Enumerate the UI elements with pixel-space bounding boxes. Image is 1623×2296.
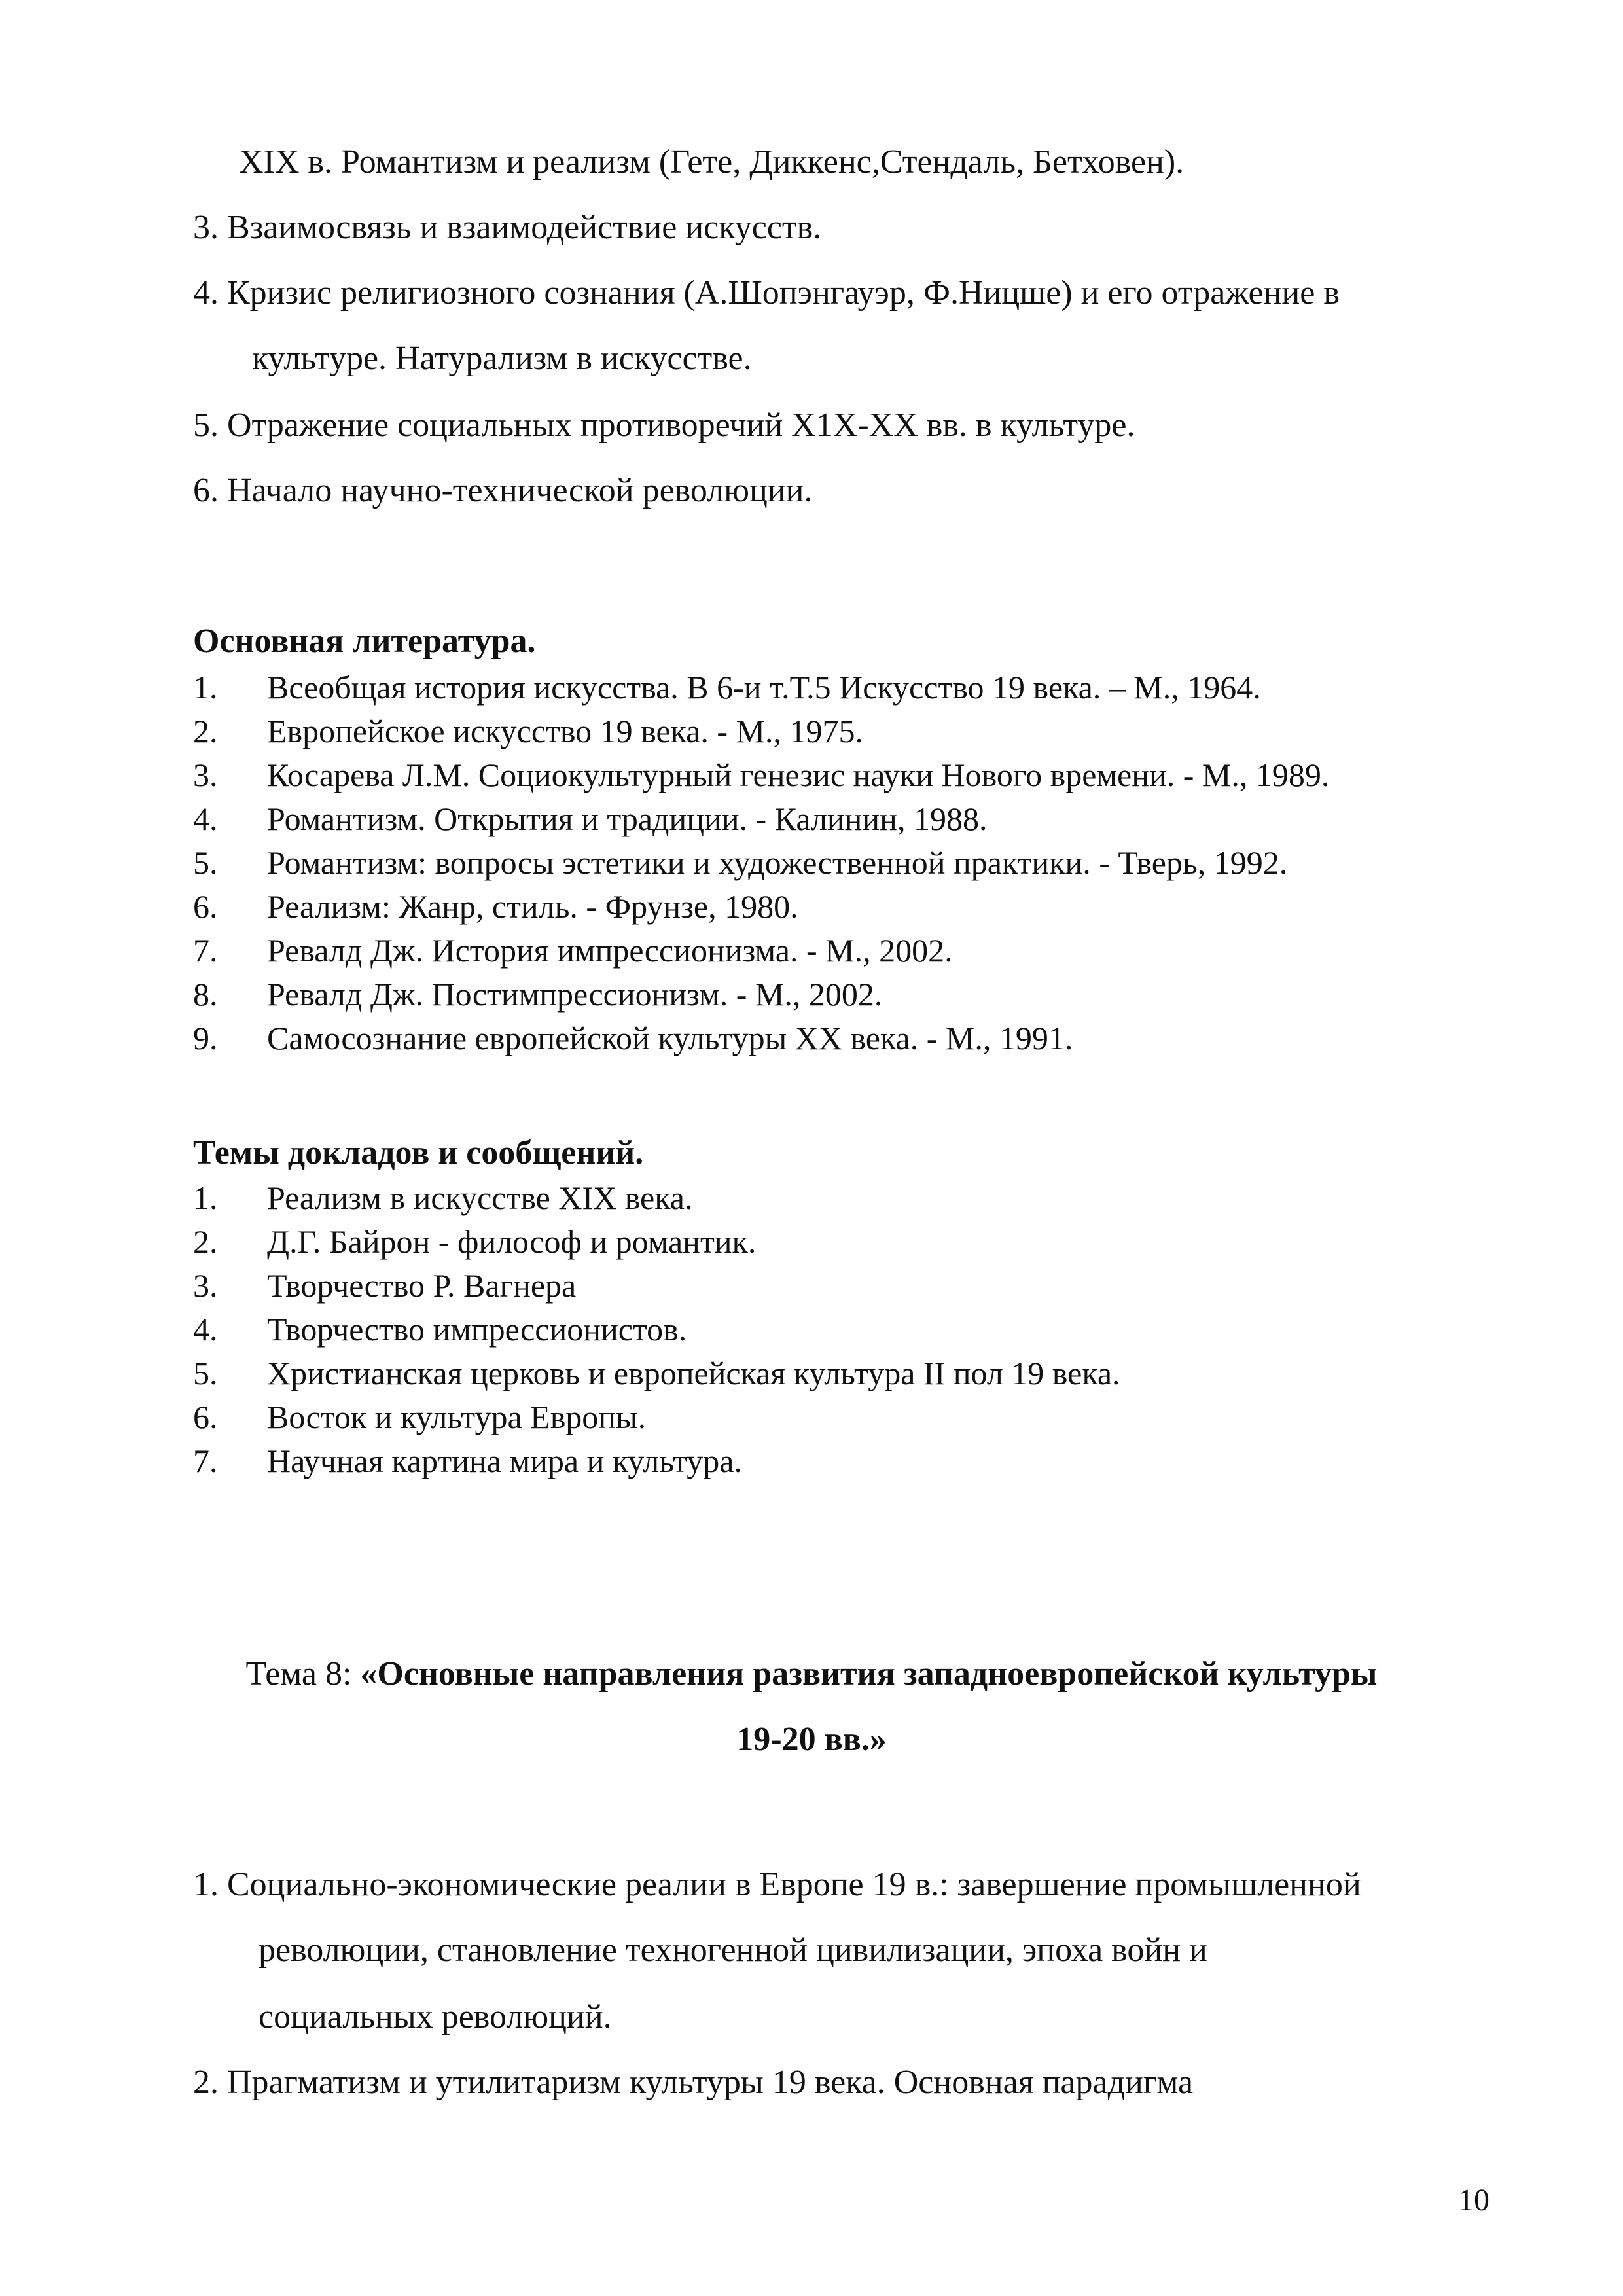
topic-title: «Основные направления развития западноевропейской культуры — [360, 1655, 1378, 1693]
literature-item-number: 5. — [193, 844, 218, 881]
literature-item-text: Реализм: Жанр, стиль. - Фрунзе, 1980. — [267, 888, 798, 925]
literature-item-text: Европейское искусство 19 века. - М., 1975. — [267, 713, 863, 749]
literature-item-number: 8. — [193, 976, 218, 1013]
report-item-text: Научная картина мира и культура. — [267, 1443, 742, 1479]
report-item-number: 7. — [193, 1443, 218, 1479]
report-item-number: 2. — [193, 1223, 218, 1260]
reports-heading: Темы докладов и сообщений. — [193, 1134, 644, 1172]
report-item-number: 5. — [193, 1355, 218, 1391]
intro-line-1: XIX в. Романтизм и реализм (Гете, Диккенс,Стендаль, Бетховен). — [239, 143, 1185, 181]
page-number: 10 — [1458, 2183, 1489, 2217]
literature-item-text: Ревалд Дж. Постимпрессионизм. - М., 2002. — [267, 976, 883, 1013]
report-item-text: Восток и культура Европы. — [267, 1399, 647, 1435]
literature-item-text: Романтизм: вопросы эстетики и художественной практики. - Тверь, 1992. — [267, 844, 1288, 881]
literature-item-number: 1. — [193, 669, 218, 706]
intro-line-4: культуре. Натурализм в искусстве. — [252, 340, 752, 377]
intro-line-2: 3. Взаимосвязь и взаимодействие искусств. — [193, 209, 822, 246]
literature-item-number: 3. — [193, 757, 218, 793]
literature-item-text: Самосознание европейской культуры XX века. - М., 1991. — [267, 1020, 1073, 1056]
report-item-number: 6. — [193, 1399, 218, 1435]
literature-item-number: 7. — [193, 932, 218, 969]
literature-item-number: 9. — [193, 1020, 218, 1056]
report-item-text: Христианская церковь и европейская культура II пол 19 века. — [267, 1355, 1120, 1391]
literature-item-text: Косарева Л.М. Социокультурный генезис науки Нового времени. - М., 1989. — [267, 757, 1330, 793]
literature-heading: Основная литература. — [193, 622, 536, 660]
literature-item-text: Ревалд Дж. История импрессионизма. - М., 2002. — [267, 932, 953, 969]
report-item-text: Реализм в искусстве XIX века. — [267, 1179, 693, 1216]
intro-line-6: 6. Начало научно-технической революции. — [193, 472, 813, 509]
topic-line-4: 2. Прагматизм и утилитаризм культуры 19 века. Основная парадигма — [193, 2064, 1194, 2101]
intro-line-3: 4. Кризис религиозного сознания (А.Шопэнгауэр, Ф.Ницше) и его отражение в — [193, 274, 1340, 312]
topic-line-2: революции, становление техногенной цивилизации, эпоха войн и — [259, 1931, 1207, 1969]
report-item-number: 4. — [193, 1311, 218, 1348]
literature-item-number: 6. — [193, 888, 218, 925]
literature-item-number: 4. — [193, 800, 218, 837]
report-item-number: 3. — [193, 1267, 218, 1304]
topic-title-line-2: 19-20 вв.» — [736, 1721, 887, 1758]
literature-item-text: Всеобщая история искусства. В 6-и т.Т.5 Искусство 19 века. – М., 1964. — [267, 669, 1261, 706]
topic-line-1: 1. Социально-экономические реалии в Европе 19 в.: завершение промышленной — [193, 1866, 1361, 1903]
topic-line-3: социальных революций. — [259, 1998, 612, 2036]
topic-prefix: Тема 8: — [245, 1655, 361, 1693]
report-item-number: 1. — [193, 1179, 218, 1216]
report-item-text: Д.Г. Байрон - философ и романтик. — [267, 1223, 757, 1260]
report-item-text: Творчество импрессионистов. — [267, 1311, 687, 1348]
intro-line-5: 5. Отражение социальных противоречий X1X-XX вв. в культуре. — [193, 406, 1135, 444]
literature-item-number: 2. — [193, 713, 218, 749]
report-item-text: Творчество Р. Вагнера — [267, 1267, 577, 1304]
literature-item-text: Романтизм. Открытия и традиции. - Калинин, 1988. — [267, 800, 988, 837]
topic-title-line-1 — [0, 1655, 1623, 1694]
